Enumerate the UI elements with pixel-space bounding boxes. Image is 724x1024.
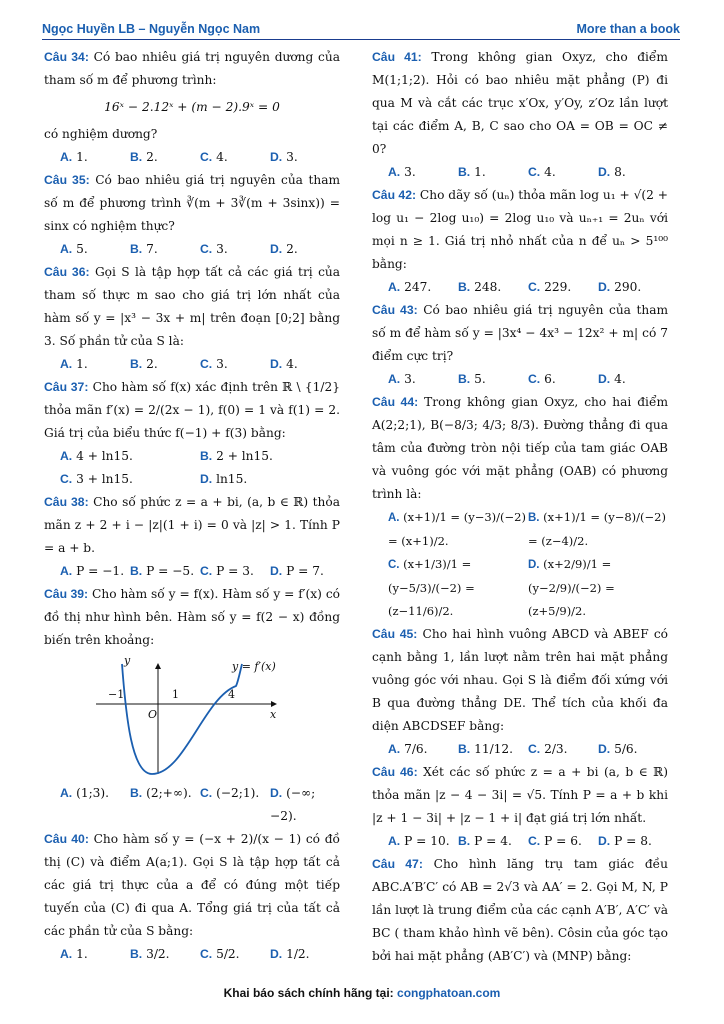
question-45	[372, 623, 668, 761]
question-42	[372, 184, 668, 299]
answer-a[interactable]: A. 3.	[388, 372, 416, 386]
footer-link[interactable]: congphatoan.com	[397, 986, 501, 1000]
question-number: Câu 43:	[372, 303, 418, 317]
question-38	[44, 491, 340, 583]
answer-d[interactable]: D. (−∞;−2).	[270, 786, 316, 823]
question-text: Cho số phức z = a + bi, (a, b ∈ ℝ) thỏa mãn z + 2 + i − |z|(1 + i) = 0 và |z| > 1. Tính P = a + b.	[44, 495, 341, 555]
answer-d[interactable]: D. P = 8.	[598, 834, 652, 848]
question-35	[44, 169, 340, 261]
answer-d[interactable]: D. 3.	[270, 150, 298, 164]
answer-options	[388, 506, 668, 623]
derivative-graph	[86, 658, 296, 778]
answer-a[interactable]: A. P = −1.	[60, 564, 125, 578]
question-text: Cho hàm số f(x) xác định trên ℝ \ {1/2} thỏa mãn f′(x) = 2/(2x − 1), f(0) = 1 và f(1) = 2. Giá trị của biểu thức f(−1) + f(3) bằng:	[44, 380, 340, 440]
answer-options	[60, 146, 340, 169]
curve-label: y = f′(x)	[232, 660, 276, 673]
answer-c[interactable]: C. 5/2.	[200, 947, 240, 961]
question-number: Câu 37:	[44, 380, 89, 394]
question-43	[372, 299, 668, 391]
x-label: x	[270, 708, 277, 721]
answer-c[interactable]: C. (x+1/3)/1 = (y−5/3)/(−2) = (z−11/6)/2.	[388, 557, 475, 618]
answer-options	[60, 560, 340, 583]
answer-d[interactable]: D. ln15.	[200, 472, 248, 486]
tick-label-4: 4	[228, 688, 235, 701]
question-34	[44, 46, 340, 169]
question-text: Có bao nhiêu giá trị nguyên của tham số m để hàm số y = |3x⁴ − 4x³ − 12x² + m| có 7 điểm cực trị?	[372, 303, 669, 363]
answer-d[interactable]: D. 1/2.	[270, 947, 310, 961]
answer-d[interactable]: D. P = 7.	[270, 564, 324, 578]
answer-d[interactable]: D. 4.	[270, 357, 298, 371]
answer-b[interactable]: B. 11/12.	[458, 742, 514, 756]
answer-d[interactable]: D. 8.	[598, 165, 626, 179]
answer-options	[388, 368, 668, 391]
question-number: Câu 39:	[44, 587, 89, 601]
question-text: Gọi S là tập hợp tất cả các giá trị của tham số thực m sao cho giá trị lớn nhất của hàm số y = |x³ − 3x + m| trên đoạn [0;2] bằng 3. Số phần tử của S là:	[44, 265, 341, 348]
answer-a[interactable]: A. (x+1)/1 = (y−3)/(−2) = (x+1)/2.	[388, 510, 526, 548]
answer-a[interactable]: A. 5.	[60, 242, 88, 256]
answer-a[interactable]: A. (1;3).	[60, 786, 110, 800]
question-text: có nghiệm dương?	[44, 127, 158, 141]
equation: 16ˣ − 2.12ˣ + (m − 2).9ˣ = 0	[104, 100, 280, 114]
answer-options	[388, 161, 668, 184]
tick-label-1: 1	[172, 688, 179, 701]
question-number: Câu 41:	[372, 50, 422, 64]
question-number: Câu 38:	[44, 495, 89, 509]
question-number: Câu 35:	[44, 173, 90, 187]
question-37	[44, 376, 340, 491]
answer-c[interactable]: C. P = 6.	[528, 834, 582, 848]
question-text: Xét các số phức z = a + bi (a, b ∈ ℝ) thỏa mãn |z − 4 − 3i| = √5. Tính P = a + b khi |z + 1 − 3i| + |z − 1 + i| đạt giá trị lớn nhất.	[372, 765, 668, 825]
answer-b[interactable]: B. 2 + ln15.	[200, 449, 273, 463]
question-text: Cho hàm số y = (−x + 2)/(x − 1) có đồ thị (C) và điểm A(a;1). Gọi S là tập hợp tất cả các giá trị thực của a để có đúng một tiếp tuyến của (C) đi qua A. Tổng giá trị của tất cả các phần tử của S bằng:	[44, 832, 341, 938]
question-number: Câu 34:	[44, 50, 89, 64]
left-column	[44, 46, 340, 966]
answer-options	[60, 353, 340, 376]
answer-b[interactable]: B. (x+1)/1 = (y−8)/(−2) = (z−4)/2.	[528, 510, 666, 548]
answer-c[interactable]: C. 3 + ln15.	[60, 472, 133, 486]
answer-b[interactable]: B. 248.	[458, 280, 502, 294]
answer-b[interactable]: B. P = −5.	[130, 564, 195, 578]
answer-c[interactable]: C. 6.	[528, 372, 556, 386]
answer-b[interactable]: B. 1.	[458, 165, 486, 179]
answer-b[interactable]: B. 2.	[130, 150, 158, 164]
answer-a[interactable]: A. 7/6.	[388, 742, 428, 756]
answer-a[interactable]: A. 4 + ln15.	[60, 449, 133, 463]
question-44	[372, 391, 668, 623]
page-header	[42, 10, 680, 40]
answer-c[interactable]: C. (−2;1).	[200, 786, 260, 800]
question-41	[372, 46, 668, 184]
answer-a[interactable]: A. 247.	[388, 280, 432, 294]
right-column	[372, 46, 668, 968]
answer-c[interactable]: C. 2/3.	[528, 742, 568, 756]
tick-label-neg1: −1	[108, 688, 125, 701]
answer-c[interactable]: C. 229.	[528, 280, 572, 294]
question-text: Có bao nhiêu giá trị nguyên của tham số m để phương trình ∛(m + 3∛(m + 3sinx)) = sinx có nghiệm thực?	[44, 173, 341, 233]
answer-d[interactable]: D. 2.	[270, 242, 298, 256]
question-number: Câu 46:	[372, 765, 418, 779]
question-36	[44, 261, 340, 376]
answer-d[interactable]: D. 4.	[598, 372, 626, 386]
answer-a[interactable]: A. 1.	[60, 357, 88, 371]
answer-options	[60, 782, 340, 828]
answer-c[interactable]: C. 3.	[200, 242, 228, 256]
answer-options	[388, 276, 668, 299]
answer-a[interactable]: A. 3.	[388, 165, 416, 179]
answer-c[interactable]: C. 4.	[528, 165, 556, 179]
answer-options	[388, 830, 668, 853]
question-text: Cho hình lăng trụ tam giác đều ABC.A′B′C′ có AB = 2√3 và AA′ = 2. Gọi M, N, P lần lượt là trung điểm của các cạnh A′B′, A′C′ và BC ( tham khảo hình vẽ bên). Côsin của góc tạo bởi hai mặt phẳng (AB′C′) và (MNP) bằng:	[372, 857, 668, 963]
answer-options	[60, 445, 340, 491]
question-text: Cho hàm số y = f(x). Hàm số y = f′(x) có đồ thị như hình bên. Hàm số y = f(2 − x) đồng biến trên khoảng:	[44, 587, 341, 647]
answer-a[interactable]: A. 1.	[60, 947, 88, 961]
question-46	[372, 761, 668, 853]
question-text: Trong không gian Oxyz, cho hai điểm A(2;2;1), B(−8/3; 4/3; 8/3). Đường thẳng đi qua tâm của đường tròn nội tiếp của tam giác OAB và vuông góc với mặt phẳng (OAB) có phương trình là:	[372, 395, 668, 501]
question-number: Câu 42:	[372, 188, 417, 202]
question-number: Câu 36:	[44, 265, 90, 279]
answer-b[interactable]: B. (2;+∞).	[130, 786, 192, 800]
page-footer	[0, 986, 724, 1000]
question-number: Câu 40:	[44, 832, 89, 846]
question-number: Câu 47:	[372, 857, 423, 871]
answer-c[interactable]: C. P = 3.	[200, 564, 254, 578]
question-number: Câu 44:	[372, 395, 419, 409]
question-40	[44, 828, 340, 966]
answer-a[interactable]: A. 1.	[60, 150, 88, 164]
answer-options	[60, 238, 340, 261]
answer-d[interactable]: D. 290.	[598, 280, 642, 294]
question-text: Có bao nhiêu giá trị nguyên dương của tham số m để phương trình:	[44, 50, 340, 87]
answer-d[interactable]: D. (x+2/9)/1 = (y−2/9)/(−2) = (z+5/9)/2.	[528, 557, 615, 618]
answer-b[interactable]: B. P = 4.	[458, 834, 512, 848]
answer-b[interactable]: B. 2.	[130, 357, 158, 371]
origin-label: O	[148, 708, 158, 721]
answer-options	[60, 943, 340, 966]
header-slogan: More than a book	[576, 22, 680, 36]
answer-c[interactable]: C. 4.	[200, 150, 228, 164]
answer-b[interactable]: B. 7.	[130, 242, 158, 256]
question-39	[44, 583, 340, 828]
header-authors: Ngọc Huyền LB – Nguyễn Ngọc Nam	[42, 22, 261, 36]
question-text: Trong không gian Oxyz, cho điểm M(1;1;2). Hỏi có bao nhiêu mặt phẳng (P) đi qua M và cắt các trục x′Ox, y′Oy, z′Oz lần lượt tại các điểm A, B, C sao cho OA = OB = OC ≠ 0?	[372, 50, 668, 156]
answer-d[interactable]: D. 5/6.	[598, 742, 638, 756]
curve	[122, 664, 242, 774]
answer-options	[388, 738, 668, 761]
question-number: Câu 45:	[372, 627, 418, 641]
question-47	[372, 853, 668, 968]
y-label: y	[124, 658, 131, 667]
question-text: Cho hai hình vuông ABCD và ABEF có cạnh bằng 1, lần lượt nằm trên hai mặt phẳng vuông góc với nhau. Gọi S là điểm đối xứng với B qua đường thẳng DE. Thể tích của khối đa diện ABCDSEF bằng:	[372, 627, 668, 733]
answer-b[interactable]: B. 5.	[458, 372, 486, 386]
answer-b[interactable]: B. 3/2.	[130, 947, 170, 961]
answer-a[interactable]: A. P = 10.	[388, 834, 450, 848]
answer-c[interactable]: C. 3.	[200, 357, 228, 371]
question-text: Cho dãy số (uₙ) thỏa mãn log u₁ + √(2 + log u₁ − 2log u₁₀) = 2log u₁₀ và uₙ₊₁ = 2uₙ với mọi n ≥ 1. Giá trị nhỏ nhất của n để uₙ > 5¹⁰⁰ bằng:	[372, 188, 669, 271]
footer-label: Khai báo sách chính hãng tại:	[223, 986, 394, 1000]
